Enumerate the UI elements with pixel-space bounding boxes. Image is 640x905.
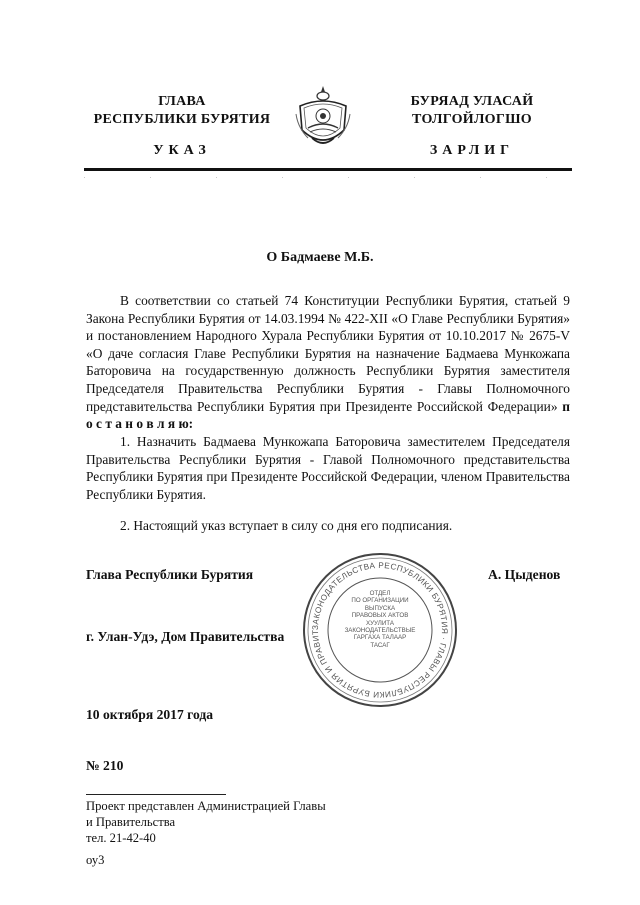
item-2 — [86, 517, 570, 535]
stamp-line: ПО ОРГАНИЗАЦИИ — [351, 597, 409, 605]
coat-of-arms-icon — [294, 84, 352, 150]
preamble-paragraph — [86, 292, 570, 433]
decree-title: О Бадмаеве М.Б. — [266, 250, 374, 265]
stamp-line: ОТДЕЛ — [369, 590, 391, 597]
footer-line2: и Правительства — [86, 815, 176, 829]
header-left-line2: РЕСПУБЛИКИ БУРЯТИЯ — [93, 112, 271, 127]
stamp-line: ПРАВОВЫХ АКТОВ — [351, 612, 409, 620]
date: 10 октября 2017 года — [86, 707, 214, 722]
doc-type-right: ЗАРЛИГ — [429, 143, 515, 158]
signature-position: Глава Республики Бурятия — [86, 567, 254, 582]
header-rule — [84, 168, 572, 171]
decree-number: № 210 — [86, 758, 124, 773]
signature-name: А. Цыденов — [488, 567, 561, 582]
item-2-text: 2. Настоящий указ вступает в силу со дня его подписания. — [120, 518, 453, 533]
stamp-ring-text: ЗАКОНОДАТЕЛЬСТВА РЕСПУБЛИКИ БУРЯТИЯ · ГЛАВЫ РЕСПУБЛИКИ БУРЯТИЯ И ПРАВИТ — [310, 560, 450, 700]
decree-word: п о с т а н о в л я ю: — [86, 398, 570, 432]
preamble-text: В соответствии со статьей 74 Конституции Республики Бурятия, статьей 9 Закона Республики Бурятия от 14.03.1994 № 422-XII «О Главе Республики Бурятия» и постановлением Народного Хурала Республики Бурятия от 10.10.2017 № 2675-V «О даче согласия Главе Республики Бурятия на назначение Бадмаева Мункожапа Баторовича на государственную должность Республики Бурятия заместителя Председателя Правительства Республики Бурятия - Главы Полномочного представительства Республики Бурятия при Президенте Российской Федерации» — [86, 293, 570, 414]
header-right — [372, 93, 572, 129]
header-left-line1: ГЛАВА — [158, 94, 206, 109]
stamp-line: ЗАКОНОДАТЕЛЬСТВЫЕ — [344, 627, 416, 635]
stamp-line: ВЫПУСКА — [364, 604, 396, 612]
stamp-center-text — [330, 590, 430, 649]
stamp-line: ГАРГАХА ТАЛААР — [353, 634, 407, 642]
stamp-line: ХУУЛИТА — [366, 619, 394, 627]
header-left — [84, 93, 280, 129]
place: г. Улан-Удэ, Дом Правительства — [86, 629, 285, 644]
item-1-text: 1. Назначить Бадмаева Мункожапа Баторовича заместителем Председателя Правительства Республики Бурятия - Главой Полномочного представительства Республики Бурятия при Президенте Российской Федерации, членом Правительства Республики Бурятия. — [86, 434, 570, 502]
header-dotted-rule — [84, 177, 572, 178]
doc-type-left: УКАЗ — [153, 143, 211, 158]
footer-note — [86, 798, 326, 846]
header-right-line2: ТОЛГОЙЛОГШО — [412, 112, 532, 127]
item-1 — [86, 433, 570, 503]
footer-line3: тел. 21-42-40 — [86, 831, 156, 845]
stamp-line: ТАСАГ — [370, 641, 390, 649]
footer-rule — [86, 794, 226, 795]
footer-line1: Проект представлен Администрацией Главы — [86, 799, 326, 813]
header-right-line1: БУРЯАД УЛАСАЙ — [410, 94, 534, 109]
footer-code: оу3 — [86, 853, 105, 867]
